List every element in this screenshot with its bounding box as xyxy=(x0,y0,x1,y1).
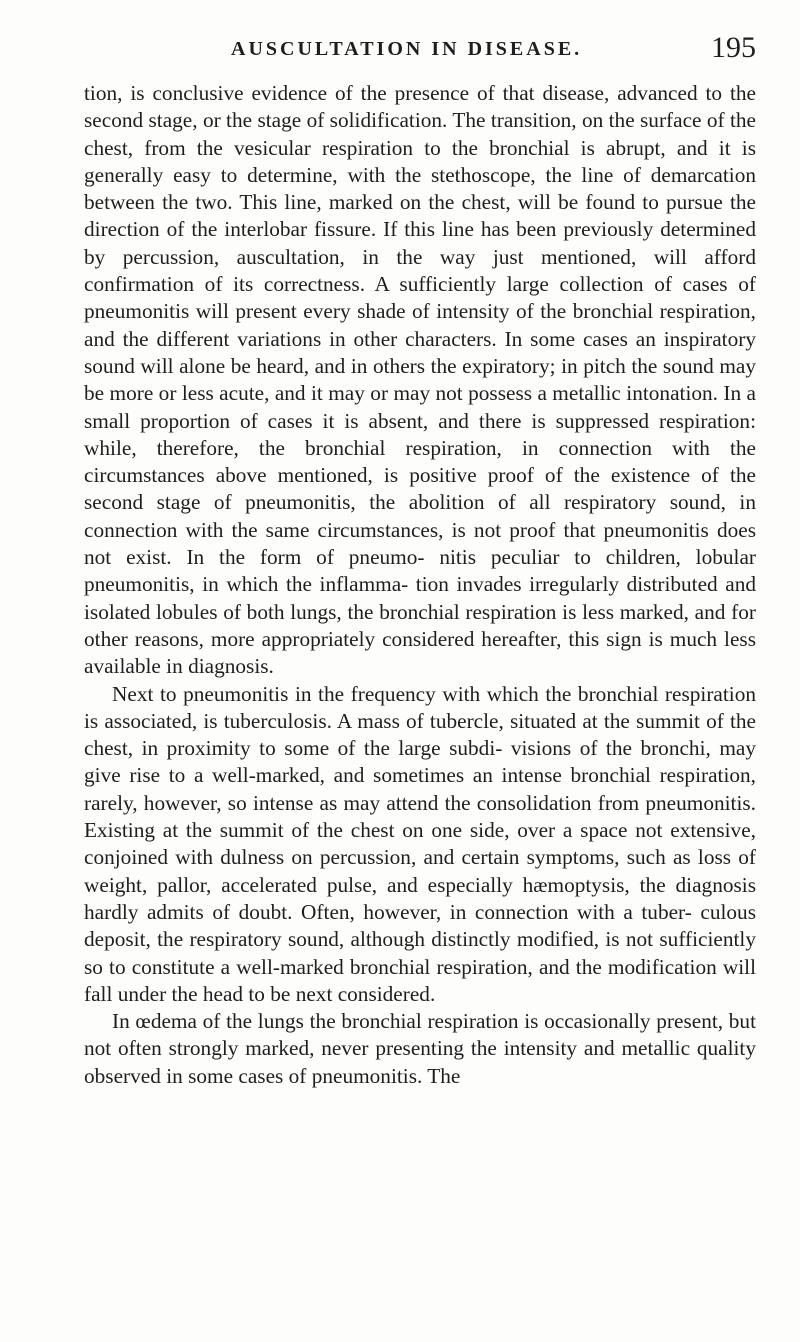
paragraph-oedema: In œdema of the lungs the bronchial respiration is occasionally present, but not often strongly marked, never presenting the intensity and metallic quality observed in some cases of pneumonitis. The xyxy=(84,1009,756,1088)
page-number: 195 xyxy=(711,31,756,64)
running-header-title: AUSCULTATION IN DISEASE. xyxy=(231,38,583,60)
body-text xyxy=(84,80,756,1090)
paragraph-continued: tion, is conclusive evidence of the presence of that disease, advanced to the second stage, or the stage of solidification. The transition, on the surface of the chest, from the vesicular respiration to the bronchial is abrupt, and it is generally easy to determine, with the stethoscope, the line of demarcation between the two. This line, marked on the chest, will be found to pursue the direction of the interlobar fissure. If this line has been previously determined by percussion, auscultation, in the way just mentioned, will afford confirmation of its correctness. A sufficiently large collection of cases of pneumonitis will present every shade of intensity of the bronchial respiration, and the different variations in other characters. In some cases an inspiratory sound will alone be heard, and in others the expiratory; in pitch the sound may be more or less acute, and it may or may not possess a metallic intonation. In a small proportion of cases it is absent, and there is suppressed respiration: while, therefore, the bronchial respiration, in connection with the circumstances above mentioned, is positive proof of the existence of the second stage of pneumonitis, the abolition of all respiratory sound, in connection with the same circumstances, is not proof that pneumonitis does not exist. In the form of pneumo- nitis peculiar to children, lobular pneumonitis, in which the inflamma- tion invades irregularly distributed and isolated lobules of both lungs, the bronchial respiration is less marked, and for other reasons, more appropriately considered hereafter, this sign is much less available in diagnosis. xyxy=(84,81,756,679)
running-header xyxy=(84,28,756,68)
paragraph-tuberculosis: Next to pneumonitis in the frequency with which the bronchial respiration is associated, is tuberculosis. A mass of tubercle, situated at the summit of the chest, in proximity to some of the large subdi- visions of the bronchi, may give rise to a well-marked, and sometimes an intense bronchial respiration, rarely, however, so intense as may attend the consolidation from pneumonitis. Existing at the summit of the chest on one side, over a space not extensive, conjoined with dulness on percussion, and certain symptoms, such as loss of weight, pallor, accelerated pulse, and especially hæmoptysis, the diagnosis hardly admits of doubt. Often, however, in connection with a tuber- culous deposit, the respiratory sound, although distinctly modified, is not sufficiently so to constitute a well-marked bronchial respiration, and the modification will fall under the head to be next considered. xyxy=(84,681,756,1006)
